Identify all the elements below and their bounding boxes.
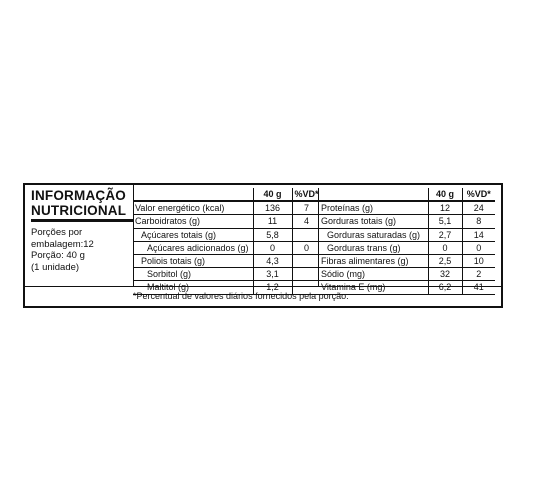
nutrient-name: Gorduras trans (g) xyxy=(319,241,428,254)
nutrient-table-right xyxy=(319,188,495,295)
footnote-rule xyxy=(25,286,501,287)
table-row xyxy=(319,268,495,281)
nutrient-name: Proteínas (g) xyxy=(319,201,428,215)
nutrient-name: Açúcares adicionados (g) xyxy=(133,241,253,254)
nutrient-name: Poliois totais (g) xyxy=(133,254,253,267)
nutrient-dv: 2 xyxy=(462,268,495,281)
table-header-row xyxy=(133,188,321,201)
nutrient-amount: 6,2 xyxy=(428,281,462,294)
nutrient-dv: 10 xyxy=(462,254,495,267)
servings-per-package-label: Porções por xyxy=(31,227,83,238)
label-title xyxy=(31,188,126,218)
nutrient-amount: 5,8 xyxy=(253,228,292,241)
nutrient-amount: 1,2 xyxy=(253,281,292,294)
nutrient-amount: 12 xyxy=(428,201,462,215)
table-row xyxy=(133,254,321,267)
nutrient-dv: 8 xyxy=(462,215,495,228)
nutrient-name: Sódio (mg) xyxy=(319,268,428,281)
table-row xyxy=(319,228,495,241)
nutrient-name: Fibras alimentares (g) xyxy=(319,254,428,267)
nutrient-dv: 4 xyxy=(292,215,321,228)
table-header-row xyxy=(319,188,495,201)
table-row xyxy=(133,241,321,254)
serving-size: Porção: 40 g xyxy=(31,250,85,261)
nutrient-amount: 3,1 xyxy=(253,268,292,281)
nutrition-label xyxy=(23,183,503,308)
nutrient-amount: 32 xyxy=(428,268,462,281)
nutrient-dv: 24 xyxy=(462,201,495,215)
nutrient-amount: 2,5 xyxy=(428,254,462,267)
nutrient-name: Açúcares totais (g) xyxy=(133,228,253,241)
nutrient-dv xyxy=(292,254,321,267)
header-amount: 40 g xyxy=(428,188,462,201)
serving-unit: (1 unidade) xyxy=(31,261,80,273)
table-row xyxy=(319,201,495,215)
nutrient-dv: 0 xyxy=(462,241,495,254)
table-row xyxy=(319,241,495,254)
title-line-1: INFORMAÇÃO xyxy=(31,188,126,203)
nutrient-amount: 2,7 xyxy=(428,228,462,241)
table-row xyxy=(133,228,321,241)
nutrient-dv xyxy=(292,228,321,241)
header-dv: %VD* xyxy=(462,188,495,201)
nutrient-dv xyxy=(292,268,321,281)
title-line-2: NUTRICIONAL xyxy=(31,203,127,218)
nutrient-dv: 7 xyxy=(292,201,321,215)
nutrient-name: Maltitol (g) xyxy=(133,281,253,294)
serving-info xyxy=(31,227,94,273)
nutrient-dv: 0 xyxy=(292,241,321,254)
nutrient-name: Valor energético (kcal) xyxy=(133,201,253,215)
nutrient-dv: 14 xyxy=(462,228,495,241)
nutrient-amount: 136 xyxy=(253,201,292,215)
nutrient-amount: 11 xyxy=(253,215,292,228)
nutrient-name: Carboidratos (g) xyxy=(133,215,253,228)
title-rule xyxy=(31,219,133,222)
nutrient-amount: 0 xyxy=(253,241,292,254)
header-amount: 40 g xyxy=(253,188,292,201)
nutrient-amount: 0 xyxy=(428,241,462,254)
nutrient-amount: 5,1 xyxy=(428,215,462,228)
nutrient-name: Sorbitol (g) xyxy=(133,268,253,281)
header-dv: %VD* xyxy=(292,188,321,201)
nutrient-table-left xyxy=(133,188,321,295)
nutrient-name: Vitamina E (mg) xyxy=(319,281,428,294)
table-row xyxy=(133,215,321,228)
table-row xyxy=(319,254,495,267)
header-blank xyxy=(319,188,428,201)
nutrient-name: Gorduras saturadas (g) xyxy=(319,228,428,241)
table-row xyxy=(133,201,321,215)
table-row xyxy=(319,215,495,228)
nutrient-amount: 4,3 xyxy=(253,254,292,267)
nutrient-name: Gorduras totais (g) xyxy=(319,215,428,228)
header-blank xyxy=(133,188,253,201)
servings-per-package-value: embalagem:12 xyxy=(31,238,94,250)
table-row xyxy=(133,268,321,281)
footnote: *Percentual de valores diários fornecidos pela porção. xyxy=(133,291,349,301)
nutrient-dv: 41 xyxy=(462,281,495,294)
